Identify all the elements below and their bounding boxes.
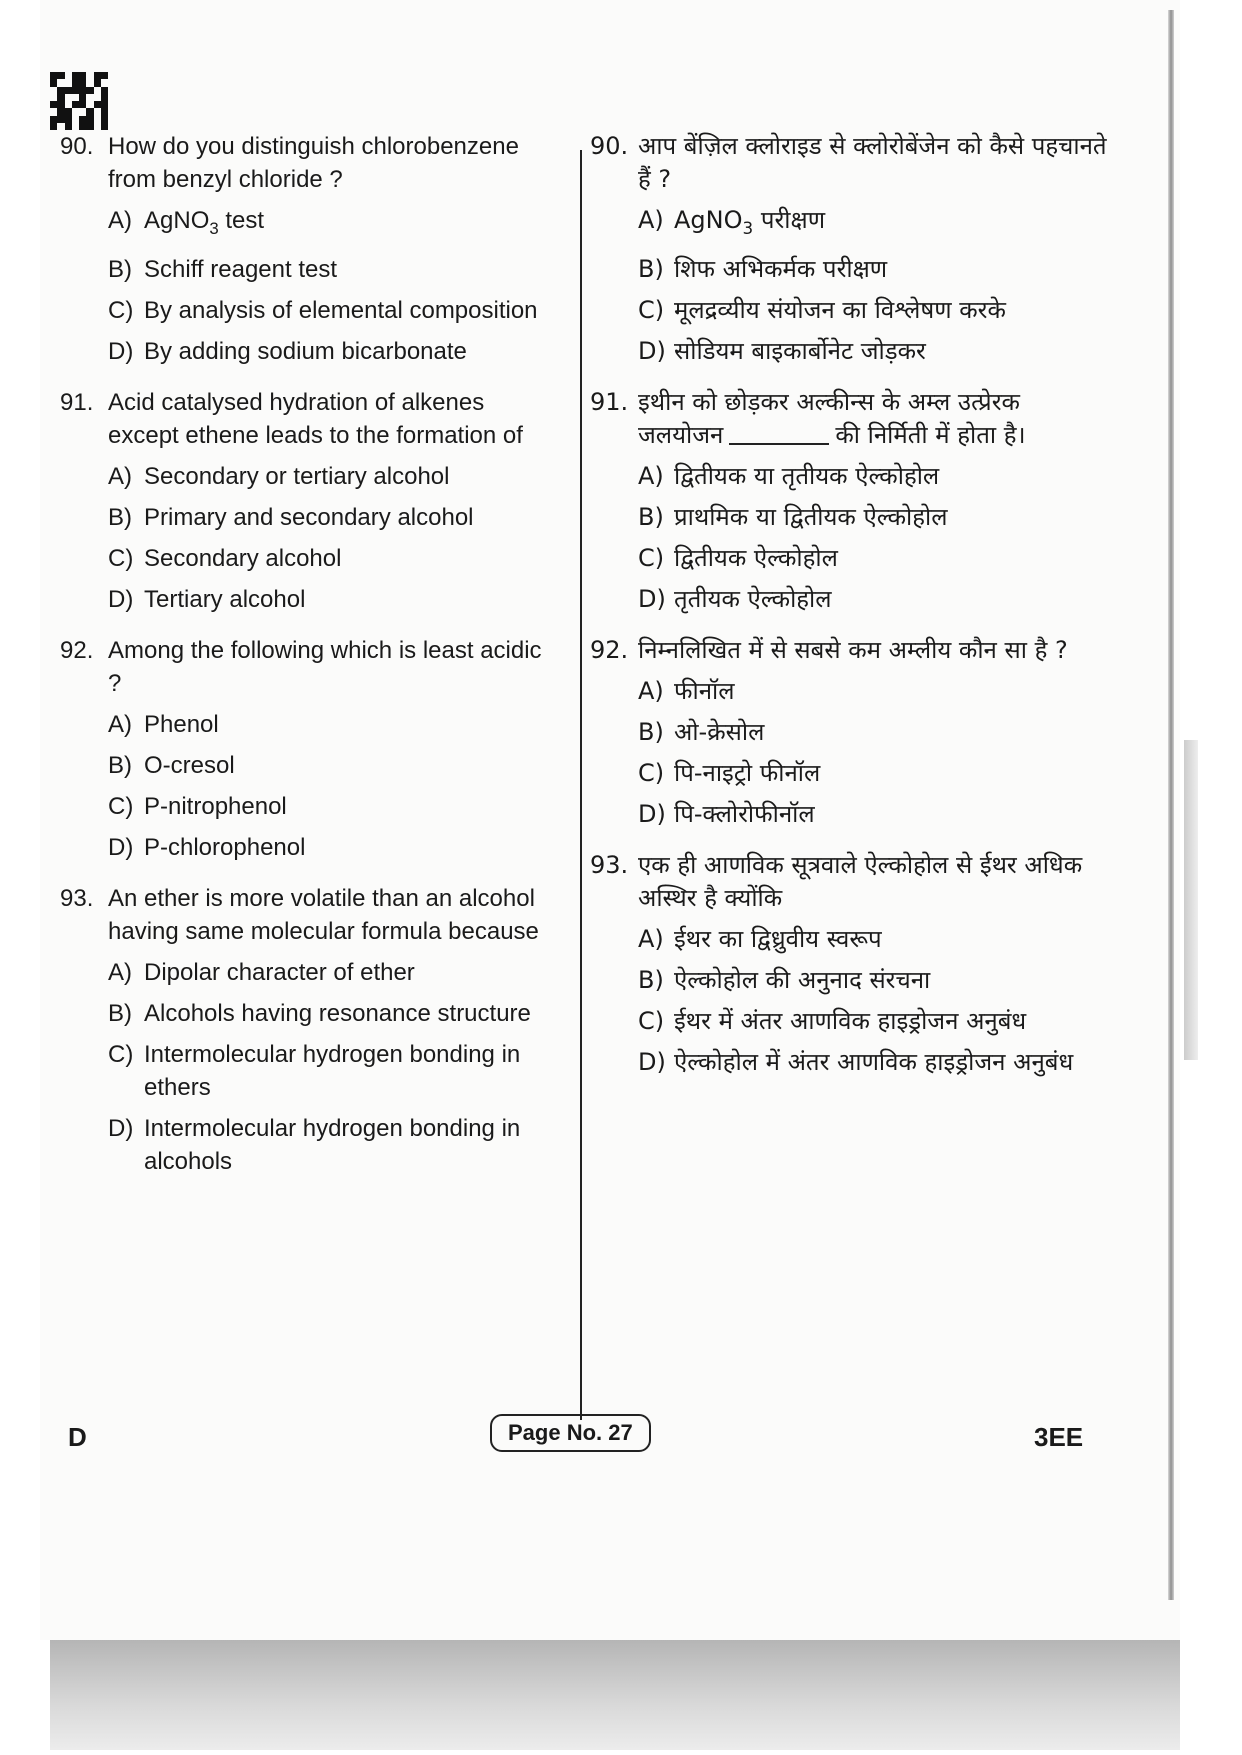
option-text: मूलद्रव्यीय संयोजन का विश्लेषण करके bbox=[674, 295, 1006, 324]
question-92-en bbox=[60, 634, 560, 864]
option-text: ईथर में अंतर आणविक हाइड्रोजन अनुबंध bbox=[674, 1006, 1027, 1035]
question-text: Acid catalysed hydration of alkenes except ethene leads to the formation of bbox=[108, 388, 523, 449]
option-label: C) bbox=[638, 295, 665, 324]
option-label: B) bbox=[108, 255, 132, 283]
option bbox=[638, 675, 1110, 708]
option-label: D) bbox=[638, 336, 666, 365]
option-label: B) bbox=[108, 999, 132, 1027]
option-label: A) bbox=[638, 924, 664, 953]
option-text: AgNO$_3$ test bbox=[144, 207, 265, 238]
option-text: ऐल्कोहोल की अनुनाद संरचना bbox=[674, 965, 931, 994]
option bbox=[108, 460, 560, 493]
option-label: A) bbox=[108, 462, 132, 490]
option-text: तृतीयक ऐल्कोहोल bbox=[674, 584, 832, 613]
option-label: A) bbox=[638, 206, 664, 234]
question-number: 93. bbox=[590, 850, 629, 879]
question-93-hi bbox=[590, 849, 1110, 1079]
option-label: A) bbox=[108, 710, 132, 738]
option-text: पि-क्लोरोफीनॉल bbox=[674, 799, 815, 828]
option bbox=[108, 583, 560, 616]
option-label: A) bbox=[108, 958, 132, 986]
page-edge-shadow bbox=[1168, 10, 1174, 1600]
option bbox=[638, 798, 1110, 831]
question-text: Among the following which is least acidic ? bbox=[108, 636, 542, 697]
option-label: D) bbox=[108, 833, 134, 861]
option-text: By adding sodium bicarbonate bbox=[144, 337, 467, 365]
option-label: C) bbox=[638, 543, 665, 572]
option bbox=[638, 204, 1110, 245]
option bbox=[108, 831, 560, 864]
option-text: Phenol bbox=[144, 710, 219, 738]
fill-in-blank bbox=[729, 423, 829, 445]
option bbox=[108, 1038, 560, 1104]
option-text: ऐल्कोहोल में अंतर आणविक हाइड्रोजन अनुबंध bbox=[674, 1047, 1074, 1076]
option-text: Intermolecular hydrogen bonding in alcohols bbox=[144, 1114, 521, 1175]
option bbox=[638, 253, 1110, 286]
option-text: Schiff reagent test bbox=[144, 255, 338, 283]
option-text: P-chlorophenol bbox=[144, 833, 306, 861]
option bbox=[108, 335, 560, 368]
option-label: A) bbox=[638, 676, 664, 705]
option bbox=[108, 294, 560, 327]
option-label: B) bbox=[638, 254, 664, 283]
option bbox=[108, 997, 560, 1030]
question-91-hi bbox=[590, 386, 1110, 616]
option-label: B) bbox=[638, 502, 664, 531]
paper-code: 3EE bbox=[1034, 1422, 1084, 1452]
option-label: B) bbox=[638, 965, 664, 994]
option-label: A) bbox=[108, 207, 132, 234]
question-text: An ether is more volatile than an alcohol having same molecular formula because bbox=[108, 884, 539, 945]
option-label: D) bbox=[108, 337, 134, 365]
option-label: B) bbox=[638, 717, 664, 746]
option-label: C) bbox=[108, 1040, 134, 1068]
option-text: Secondary or tertiary alcohol bbox=[144, 462, 450, 490]
hindi-column bbox=[590, 130, 1110, 1097]
question-number: 92. bbox=[60, 636, 94, 664]
option-text: Alcohols having resonance structure bbox=[144, 999, 531, 1027]
binding-tab bbox=[1184, 740, 1198, 1060]
option bbox=[638, 716, 1110, 749]
option bbox=[108, 749, 560, 782]
option bbox=[638, 757, 1110, 790]
option-text: ईथर का द्विध्रुवीय स्वरूप bbox=[674, 924, 882, 953]
question-number: 93. bbox=[60, 884, 94, 912]
option-text: फीनॉल bbox=[674, 676, 735, 705]
question-93-en bbox=[60, 882, 560, 1178]
option-label: C) bbox=[108, 792, 134, 820]
option-text: द्वितीयक या तृतीयक ऐल्कोहोल bbox=[674, 461, 940, 490]
option-text: Intermolecular hydrogen bonding in ethers bbox=[144, 1040, 521, 1101]
option bbox=[638, 1005, 1110, 1038]
option-label: B) bbox=[108, 503, 132, 531]
option-text: शिफ अभिकर्मक परीक्षण bbox=[674, 254, 888, 283]
page-number: Page No. 27 bbox=[490, 1414, 651, 1452]
option-label: D) bbox=[108, 585, 134, 613]
option-text: AgNO$_3$ परीक्षण bbox=[674, 206, 826, 238]
option-text: O-cresol bbox=[144, 751, 235, 779]
option-text: द्वितीयक ऐल्कोहोल bbox=[674, 543, 838, 572]
question-number: 91. bbox=[60, 388, 94, 416]
option-label: B) bbox=[108, 751, 132, 779]
option-text: Tertiary alcohol bbox=[144, 585, 306, 613]
column-divider bbox=[580, 150, 582, 1420]
option bbox=[108, 253, 560, 286]
option-label: C) bbox=[108, 296, 134, 324]
option bbox=[638, 1046, 1110, 1079]
option bbox=[638, 294, 1110, 327]
option-text: प्राथमिक या द्वितीयक ऐल्कोहोल bbox=[674, 502, 948, 531]
option bbox=[638, 923, 1110, 956]
question-number: 92. bbox=[590, 635, 629, 664]
option-label: C) bbox=[638, 1006, 665, 1035]
option-text: By analysis of elemental composition bbox=[144, 296, 538, 324]
option-text: Dipolar character of ether bbox=[144, 958, 415, 986]
option bbox=[108, 204, 560, 245]
option-label: D) bbox=[638, 799, 666, 828]
question-90-en bbox=[60, 130, 560, 368]
option-text: ओ-क्रेसोल bbox=[674, 717, 765, 746]
option bbox=[638, 964, 1110, 997]
option bbox=[638, 335, 1110, 368]
option-label: C) bbox=[638, 758, 665, 787]
option-text: Secondary alcohol bbox=[144, 544, 342, 572]
question-text: आप बेंज़िल क्लोराइड से क्लोरोबेंजेन को कैसे पहचानते हैं ? bbox=[638, 132, 1107, 193]
option bbox=[638, 583, 1110, 616]
question-text: निम्नलिखित में से सबसे कम अम्लीय कौन सा है ? bbox=[638, 635, 1068, 664]
option-label: D) bbox=[638, 584, 666, 613]
option bbox=[638, 542, 1110, 575]
question-number: 91. bbox=[590, 387, 629, 416]
option bbox=[108, 542, 560, 575]
option bbox=[638, 501, 1110, 534]
option bbox=[108, 1112, 560, 1178]
question-text: इथीन को छोड़कर अल्कीन्स के अम्ल उत्प्रेरक जलयोजन की निर्मिती में होता है। bbox=[638, 387, 1026, 449]
option-label: A) bbox=[638, 461, 664, 490]
option bbox=[108, 790, 560, 823]
option-label: C) bbox=[108, 544, 134, 572]
question-text: How do you distinguish chlorobenzene from benzyl chloride ? bbox=[108, 133, 519, 193]
option bbox=[108, 956, 560, 989]
question-91-en bbox=[60, 386, 560, 616]
option-label: D) bbox=[108, 1114, 134, 1142]
option bbox=[638, 460, 1110, 493]
option-label: D) bbox=[638, 1047, 666, 1076]
qr-code-icon bbox=[50, 72, 108, 130]
question-90-hi bbox=[590, 130, 1110, 368]
question-number: 90. bbox=[60, 133, 94, 160]
option bbox=[108, 501, 560, 534]
option-text: पि-नाइट्रो फीनॉल bbox=[674, 758, 821, 787]
option-text: P-nitrophenol bbox=[144, 792, 287, 820]
question-number: 90. bbox=[590, 132, 629, 160]
english-column bbox=[60, 130, 560, 1196]
question-92-hi bbox=[590, 634, 1110, 831]
option bbox=[108, 708, 560, 741]
question-text: एक ही आणविक सूत्रवाले ऐल्कोहोल से ईथर अधिक अस्थिर है क्योंकि bbox=[638, 850, 1083, 912]
option-text: सोडियम बाइकार्बोनेट जोड़कर bbox=[674, 336, 926, 365]
scan-shadow bbox=[50, 1640, 1180, 1750]
option-text: Primary and secondary alcohol bbox=[144, 503, 474, 531]
booklet-series-code: D bbox=[68, 1422, 87, 1452]
